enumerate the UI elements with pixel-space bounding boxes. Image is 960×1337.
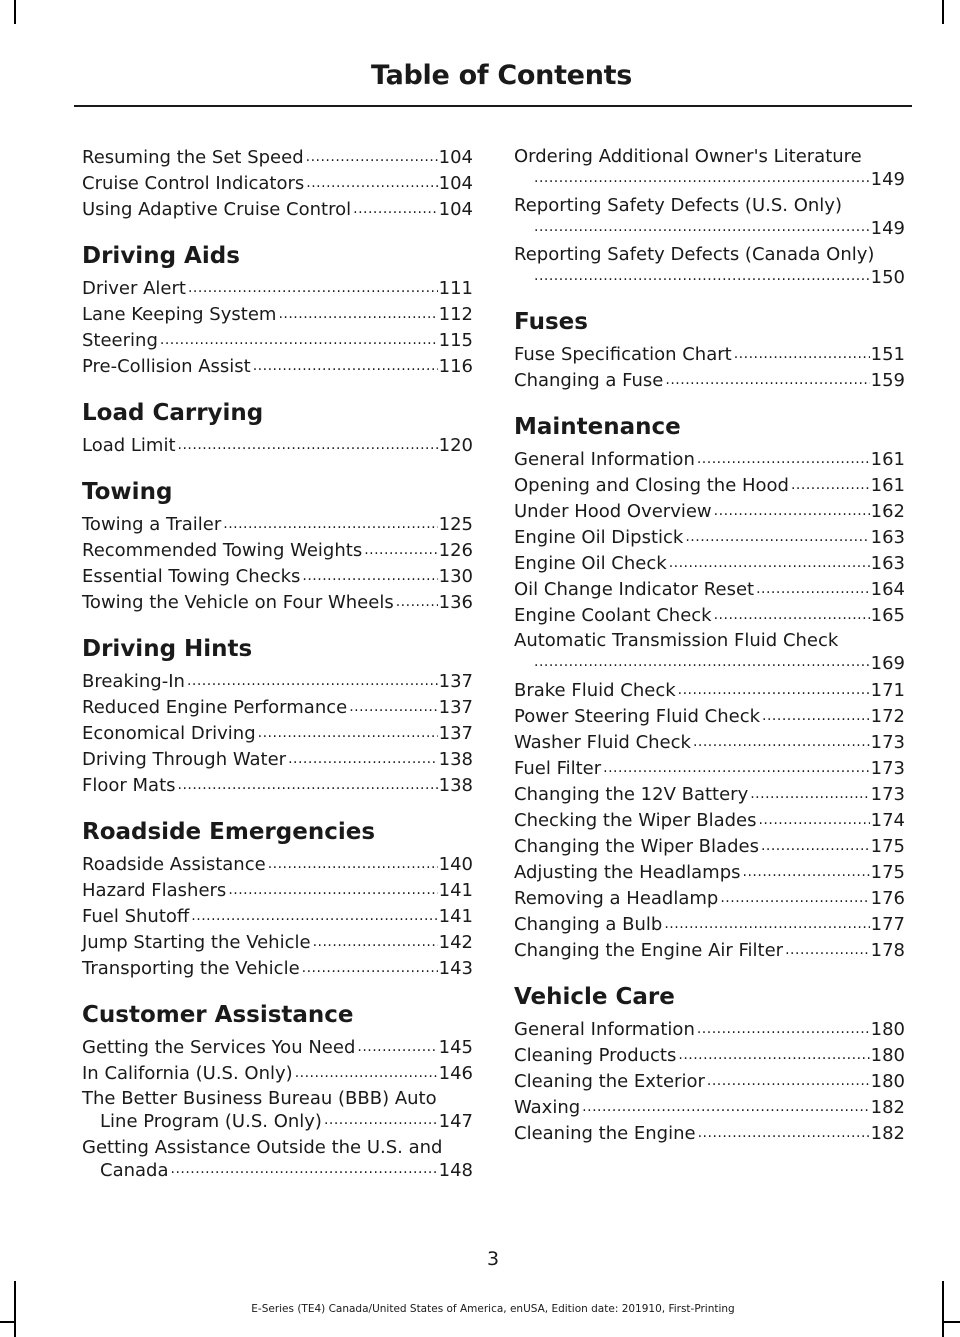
toc-entry-page: 177 xyxy=(870,914,905,935)
toc-entry-title: Essential Towing Checks xyxy=(82,566,301,587)
toc-entry-page: 150 xyxy=(870,267,905,288)
toc-entry[interactable] xyxy=(514,1069,905,1095)
toc-entry[interactable] xyxy=(514,808,905,834)
toc-entry-title: Under Hood Overview xyxy=(514,501,712,522)
toc-entry-page: 175 xyxy=(870,836,905,857)
toc-entry[interactable] xyxy=(514,368,905,394)
toc-dot-leader xyxy=(349,697,437,717)
toc-entry-title: Ordering Additional Owner's Literature xyxy=(514,146,862,167)
toc-dot-leader xyxy=(288,749,438,769)
toc-entry-page: 143 xyxy=(438,958,473,979)
toc-entry[interactable] xyxy=(82,956,473,982)
toc-right-column xyxy=(514,145,905,1147)
toc-entry-title: Adjusting the Headlamps xyxy=(514,862,741,883)
toc-entry[interactable] xyxy=(82,512,473,538)
toc-entry[interactable] xyxy=(82,538,473,564)
toc-entry[interactable] xyxy=(82,669,473,695)
toc-entry[interactable] xyxy=(514,577,905,603)
toc-entry-title: Opening and Closing the Hood xyxy=(514,475,789,496)
toc-entry-title: Roadside Assistance xyxy=(82,854,266,875)
toc-entry-page: 138 xyxy=(438,775,473,796)
toc-entry-title: Changing the Wiper Blades xyxy=(514,836,759,857)
toc-entry[interactable] xyxy=(514,525,905,551)
toc-entry[interactable] xyxy=(82,930,473,956)
toc-entry[interactable] xyxy=(82,904,473,930)
toc-entry[interactable] xyxy=(514,342,905,368)
toc-entry[interactable] xyxy=(514,603,905,629)
toc-entry-title: Changing a Bulb xyxy=(514,914,663,935)
toc-entry-page: 175 xyxy=(870,862,905,883)
toc-entry-page: 172 xyxy=(870,706,905,727)
toc-entry-continuation xyxy=(532,217,905,240)
toc-dot-leader xyxy=(253,356,438,376)
toc-entry-title: Economical Driving xyxy=(82,723,256,744)
footer-edition-text: E-Series (TE4) Canada/United States of America, enUSA, Edition date: 201910, First-Printing xyxy=(251,1303,735,1315)
toc-entry[interactable] xyxy=(514,938,905,964)
toc-entry-page: 180 xyxy=(870,1071,905,1092)
toc-entry-page: 112 xyxy=(438,304,473,325)
toc-entry-title: Transporting the Vehicle xyxy=(82,958,300,979)
toc-entry-title: Resuming the Set Speed xyxy=(82,147,304,168)
toc-entry-title: Changing the Engine Air Filter xyxy=(514,940,784,961)
toc-entry[interactable] xyxy=(514,704,905,730)
toc-entry[interactable] xyxy=(514,499,905,525)
toc-dot-leader xyxy=(178,435,438,455)
toc-entry[interactable] xyxy=(82,590,473,616)
toc-entry-page: 178 xyxy=(870,940,905,961)
toc-entry[interactable] xyxy=(82,1061,473,1087)
toc-section-heading: Maintenance xyxy=(514,414,681,440)
toc-entry-title: Engine Oil Check xyxy=(514,553,667,574)
toc-entry-title-continued: Canada xyxy=(100,1160,169,1181)
toc-section-heading: Load Carrying xyxy=(82,400,264,426)
toc-dot-leader xyxy=(785,940,870,960)
toc-entry-page: 137 xyxy=(438,697,473,718)
toc-entry-title: Reduced Engine Performance xyxy=(82,697,348,718)
toc-section-heading: Vehicle Care xyxy=(514,984,675,1010)
toc-dot-leader xyxy=(534,217,871,237)
toc-entry[interactable] xyxy=(82,1035,473,1061)
toc-dot-leader xyxy=(364,540,437,560)
toc-entry-page: 173 xyxy=(870,784,905,805)
toc-entry-title: General Information xyxy=(514,449,695,470)
toc-entry-page: 138 xyxy=(438,749,473,770)
toc-dot-leader xyxy=(223,514,437,534)
toc-entry-title: In California (U.S. Only) xyxy=(82,1063,293,1084)
toc-entry-title: Towing a Trailer xyxy=(82,514,222,535)
toc-section-heading: Customer Assistance xyxy=(82,1002,354,1028)
toc-entry-title: Brake Fluid Check xyxy=(514,680,676,701)
toc-entry[interactable] xyxy=(82,302,473,328)
toc-entry-page: 140 xyxy=(438,854,473,875)
toc-entry-continuation xyxy=(532,168,905,191)
toc-entry[interactable] xyxy=(82,721,473,747)
toc-entry-page: 104 xyxy=(438,147,473,168)
toc-dot-leader xyxy=(698,1123,870,1143)
toc-entry[interactable] xyxy=(514,1121,905,1147)
toc-entry-title: Cleaning the Engine xyxy=(514,1123,696,1144)
toc-entry[interactable] xyxy=(82,354,473,380)
toc-dot-leader xyxy=(353,199,438,219)
toc-dot-leader xyxy=(734,344,870,364)
toc-entry-title: Engine Coolant Check xyxy=(514,605,712,626)
toc-left-column xyxy=(82,145,473,1185)
toc-entry-title-continued: Line Program (U.S. Only) xyxy=(100,1111,322,1132)
toc-dot-leader xyxy=(707,1071,870,1091)
toc-entry-title: Reporting Safety Defects (U.S. Only) xyxy=(514,195,842,216)
toc-entry-title: Getting Assistance Outside the U.S. and xyxy=(82,1137,443,1158)
toc-dot-leader xyxy=(160,330,438,350)
toc-entry[interactable] xyxy=(82,433,473,459)
toc-entry-page: 149 xyxy=(870,169,905,190)
toc-dot-leader xyxy=(191,906,437,926)
toc-dot-leader xyxy=(762,706,870,726)
crop-mark-bottom-left-h xyxy=(0,1321,14,1323)
toc-entry-title: Load Limit xyxy=(82,435,176,456)
toc-dot-leader xyxy=(665,370,869,390)
toc-dot-leader xyxy=(678,1045,869,1065)
toc-entry[interactable] xyxy=(514,629,905,675)
toc-entry-title: Reporting Safety Defects (Canada Only) xyxy=(514,244,875,265)
toc-entry-title: Hazard Flashers xyxy=(82,880,227,901)
toc-entry-title: The Better Business Bureau (BBB) Auto xyxy=(82,1088,437,1109)
toc-dot-leader xyxy=(669,553,870,573)
toc-entry-page: 171 xyxy=(870,680,905,701)
toc-section-heading: Driving Aids xyxy=(82,243,240,269)
toc-entry[interactable] xyxy=(514,473,905,499)
toc-entry-page: 182 xyxy=(870,1123,905,1144)
toc-entry-page: 115 xyxy=(438,330,473,351)
toc-entry-page: 161 xyxy=(870,449,905,470)
toc-entry-page: 163 xyxy=(870,553,905,574)
toc-entry-page: 180 xyxy=(870,1019,905,1040)
toc-entry-page: 161 xyxy=(870,475,905,496)
toc-entry-title: Waxing xyxy=(514,1097,581,1118)
toc-entry-title: Changing the 12V Battery xyxy=(514,784,749,805)
toc-entry[interactable] xyxy=(82,773,473,799)
toc-entry-page: 148 xyxy=(438,1160,473,1181)
header-divider xyxy=(74,105,912,107)
toc-entry-title: Checking the Wiper Blades xyxy=(514,810,757,831)
toc-entry[interactable] xyxy=(514,243,905,289)
toc-entry-title: General Information xyxy=(514,1019,695,1040)
toc-dot-leader xyxy=(697,1019,870,1039)
toc-entry-page: 141 xyxy=(438,906,473,927)
toc-dot-leader xyxy=(258,723,438,743)
toc-entry[interactable] xyxy=(82,197,473,223)
toc-entry-title: Towing the Vehicle on Four Wheels xyxy=(82,592,394,613)
toc-section-heading: Towing xyxy=(82,479,173,505)
toc-dot-leader xyxy=(685,527,869,547)
toc-dot-leader xyxy=(603,758,869,778)
toc-entry[interactable] xyxy=(514,860,905,886)
toc-entry-title: Changing a Fuse xyxy=(514,370,664,391)
toc-entry[interactable] xyxy=(514,756,905,782)
toc-entry-page: 137 xyxy=(438,671,473,692)
toc-dot-leader xyxy=(295,1063,438,1083)
toc-entry[interactable] xyxy=(82,852,473,878)
toc-entry-title: Recommended Towing Weights xyxy=(82,540,363,561)
toc-entry[interactable] xyxy=(514,912,905,938)
toc-entry-title: Jump Starting the Vehicle xyxy=(82,932,311,953)
toc-dot-leader xyxy=(178,775,438,795)
toc-dot-leader xyxy=(791,475,870,495)
toc-entry-page: 169 xyxy=(870,653,905,674)
toc-entry-page: 126 xyxy=(438,540,473,561)
toc-entry-page: 173 xyxy=(870,758,905,779)
toc-dot-leader xyxy=(313,932,438,952)
toc-entry-title: Breaking-In xyxy=(82,671,185,692)
toc-dot-leader xyxy=(396,592,438,612)
toc-dot-leader xyxy=(750,784,869,804)
toc-entry-page: 141 xyxy=(438,880,473,901)
toc-entry-title: Driver Alert xyxy=(82,278,186,299)
crop-mark-top-right xyxy=(942,0,944,24)
toc-entry-title: Fuel Shutoff xyxy=(82,906,190,927)
toc-entry-title: Lane Keeping System xyxy=(82,304,277,325)
toc-entry-title: Steering xyxy=(82,330,158,351)
toc-entry[interactable] xyxy=(514,145,905,191)
toc-entry-title: Driving Through Water xyxy=(82,749,287,770)
toc-entry-title: Engine Oil Dipstick xyxy=(514,527,684,548)
toc-entry-page: 173 xyxy=(870,732,905,753)
toc-dot-leader xyxy=(302,566,437,586)
toc-dot-leader xyxy=(278,304,437,324)
toc-entry-page: 136 xyxy=(438,592,473,613)
toc-entry[interactable] xyxy=(82,695,473,721)
toc-dot-leader xyxy=(534,266,871,286)
toc-entry-title: Cleaning the Exterior xyxy=(514,1071,705,1092)
toc-dot-leader xyxy=(306,173,437,193)
toc-entry-page: 120 xyxy=(438,435,473,456)
toc-entry-page: 111 xyxy=(438,278,473,299)
toc-entry-page: 174 xyxy=(870,810,905,831)
toc-dot-leader xyxy=(188,278,438,298)
toc-entry-page: 163 xyxy=(870,527,905,548)
toc-entry[interactable] xyxy=(82,878,473,904)
toc-entry[interactable] xyxy=(514,551,905,577)
toc-entry-page: 146 xyxy=(438,1063,473,1084)
toc-entry[interactable] xyxy=(514,194,905,240)
toc-dot-leader xyxy=(534,652,871,672)
toc-entry-title: Power Steering Fluid Check xyxy=(514,706,761,727)
toc-entry-page: 151 xyxy=(870,344,905,365)
toc-entry[interactable] xyxy=(514,834,905,860)
toc-entry[interactable] xyxy=(82,564,473,590)
toc-entry[interactable] xyxy=(514,886,905,912)
toc-entry-page: 165 xyxy=(870,605,905,626)
toc-dot-leader xyxy=(693,732,870,752)
toc-dot-leader xyxy=(720,888,869,908)
toc-entry-page: 145 xyxy=(438,1037,473,1058)
toc-dot-leader xyxy=(171,1159,439,1179)
toc-entry-page: 147 xyxy=(438,1111,473,1132)
toc-entry[interactable] xyxy=(82,1087,473,1133)
toc-entry-page: 182 xyxy=(870,1097,905,1118)
toc-entry-title: Oil Change Indicator Reset xyxy=(514,579,755,600)
toc-dot-leader xyxy=(582,1097,869,1117)
toc-entry-page: 149 xyxy=(870,218,905,239)
toc-dot-leader xyxy=(357,1037,437,1057)
toc-section-heading: Driving Hints xyxy=(82,636,253,662)
toc-entry-page: 116 xyxy=(438,356,473,377)
toc-dot-leader xyxy=(714,605,870,625)
toc-entry[interactable] xyxy=(514,730,905,756)
toc-section-heading: Roadside Emergencies xyxy=(82,819,376,845)
toc-entry[interactable] xyxy=(82,276,473,302)
toc-entry-title: Removing a Headlamp xyxy=(514,888,719,909)
toc-entry-continuation xyxy=(532,266,905,289)
toc-dot-leader xyxy=(678,680,870,700)
page-number: 3 xyxy=(486,1248,500,1270)
toc-dot-leader xyxy=(187,671,438,691)
toc-entry-page: 162 xyxy=(870,501,905,522)
toc-section-heading: Fuses xyxy=(514,309,588,335)
toc-entry-title: Washer Fluid Check xyxy=(514,732,691,753)
toc-entry-title: Getting the Services You Need xyxy=(82,1037,356,1058)
toc-entry[interactable] xyxy=(82,747,473,773)
toc-entry[interactable] xyxy=(514,1043,905,1069)
toc-entry[interactable] xyxy=(514,1095,905,1121)
toc-dot-leader xyxy=(756,579,870,599)
toc-entry-title: Automatic Transmission Fluid Check xyxy=(514,630,839,651)
toc-entry-page: 142 xyxy=(438,932,473,953)
toc-entry-title: Fuse Specification Chart xyxy=(514,344,732,365)
toc-entry[interactable] xyxy=(82,171,473,197)
toc-dot-leader xyxy=(758,810,869,830)
toc-dot-leader xyxy=(664,914,869,934)
toc-entry-title: Pre-Collision Assist xyxy=(82,356,251,377)
toc-dot-leader xyxy=(743,862,870,882)
toc-dot-leader xyxy=(697,449,870,469)
toc-entry-page: 176 xyxy=(870,888,905,909)
toc-entry-page: 125 xyxy=(438,514,473,535)
toc-entry-title: Using Adaptive Cruise Control xyxy=(82,199,352,220)
toc-entry-page: 164 xyxy=(870,579,905,600)
toc-entry[interactable] xyxy=(82,328,473,354)
toc-dot-leader xyxy=(306,147,438,167)
toc-entry-page: 137 xyxy=(438,723,473,744)
toc-dot-leader xyxy=(302,958,438,978)
toc-dot-leader xyxy=(534,168,871,188)
toc-entry[interactable] xyxy=(514,1017,905,1043)
toc-entry-title: Floor Mats xyxy=(82,775,176,796)
toc-entry[interactable] xyxy=(82,1136,473,1182)
toc-dot-leader xyxy=(228,880,437,900)
toc-entry-page: 159 xyxy=(870,370,905,391)
crop-mark-bottom-right-h xyxy=(944,1321,960,1323)
toc-entry-continuation xyxy=(100,1159,473,1182)
toc-entry[interactable] xyxy=(514,678,905,704)
toc-entry-title: Cruise Control Indicators xyxy=(82,173,305,194)
toc-entry-page: 104 xyxy=(438,199,473,220)
toc-entry[interactable] xyxy=(514,447,905,473)
toc-dot-leader xyxy=(714,501,870,521)
toc-entry[interactable] xyxy=(82,145,473,171)
crop-mark-top-left xyxy=(14,0,16,24)
toc-entry-title: Fuel Filter xyxy=(514,758,602,779)
toc-entry-continuation xyxy=(532,652,905,675)
toc-entry-title: Cleaning Products xyxy=(514,1045,677,1066)
page-title: Table of Contents xyxy=(370,60,632,91)
toc-dot-leader xyxy=(324,1110,439,1130)
toc-dot-leader xyxy=(268,854,438,874)
toc-entry-page: 130 xyxy=(438,566,473,587)
toc-entry[interactable] xyxy=(514,782,905,808)
toc-entry-page: 180 xyxy=(870,1045,905,1066)
toc-entry-page: 104 xyxy=(438,173,473,194)
toc-dot-leader xyxy=(761,836,870,856)
toc-entry-continuation xyxy=(100,1110,473,1133)
